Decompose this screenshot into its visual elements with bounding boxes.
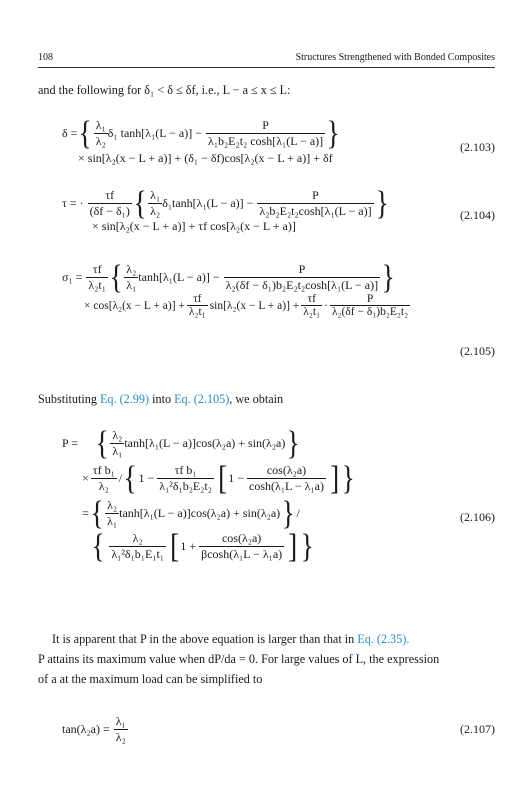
eq104-number: (2.104) — [460, 208, 495, 222]
eq106-term1: tanh[λ₁(L − a)]cos(λ₂a) + sin(λ₂a) — [124, 436, 286, 450]
left-brace: { — [133, 184, 147, 222]
eq107-number: (2.107) — [460, 722, 495, 736]
eq105-fraction: $\frac{\text{λ₂}}{\text{λ₁}}$ — [126, 262, 137, 292]
eq106-lhs: P = — [62, 436, 78, 450]
eq105-p-fraction: $\frac{P}{\text{λ₂(δf − δ₁)b₂E₂t₂cosh[λ₁(L − a)]}}$ — [225, 262, 379, 292]
eq107-fraction: $\frac{\text{λ₁}}{\text{λ₂}}$ — [115, 714, 126, 744]
left-brace: { — [109, 258, 123, 296]
left-brace: { — [95, 424, 109, 462]
equation-2-104 — [62, 184, 390, 234]
eq103-p-fraction: $\frac{P}{\text{λ₁b₂E₂t₂ cosh[λ₁(L − a)]}}$ — [208, 118, 324, 148]
equation-2-105 — [62, 258, 410, 318]
eq105-term: tanh[λ₁(L − a)] − — [138, 270, 220, 284]
eq103-lhs: δ = — [62, 126, 78, 140]
eq103-number: (2.103) — [460, 140, 495, 154]
eq107-lhs: tan(λ₂a) = — [62, 722, 110, 736]
conclusion-line2: P attains its maximum value when dP/da = 0. For large values of L, the expression — [38, 652, 440, 666]
conclusion-line1: It is apparent that P in the above equation is larger than that in Eq. (2.35). — [52, 632, 410, 646]
eq-2-35-link[interactable]: Eq. (2.35). — [357, 632, 410, 646]
eq104-fraction: $\frac{\text{λ₁}}{\text{λ₂}}$ — [150, 188, 161, 218]
eq106-number: (2.106) — [460, 510, 495, 524]
right-brace: } — [287, 424, 301, 462]
right-brace: } — [326, 114, 340, 152]
eq106-fraction: $\frac{\text{λ₂}}{\text{λ₁}}$ — [112, 428, 123, 458]
eq105-pre-fraction: $\frac{\tau f}{\text{λ₂t₁}}$ — [88, 262, 106, 292]
eq106-line2: × $\frac{\text{τf b₁}}{\text{λ₂}}$ / { 1 − $\frac{\text{τf b₁}}{\text{λ₁²δ₁b₂E₂t₂}}$ [ 1 − $\frac{\text{cos(λ₂a)}}{\text{cosh(λ₁L − λ₁a)}}$ ] } — [82, 459, 356, 497]
header-rule — [38, 67, 495, 68]
eq104-lhs: τ = · — [62, 196, 84, 210]
eq103-line2: × sin[λ₂(x − L + a)] + (δ₁ − δf)cos[λ₂(x − L + a)] + δf — [78, 151, 333, 165]
eq104-term: δ₁tanh[λ₁(L − a)] − — [162, 196, 254, 210]
right-brace: } — [381, 258, 395, 296]
eq-2-99-link[interactable]: Eq. (2.99) — [99, 392, 150, 406]
intro-text: and the following for δ₁ < δ ≤ δf, i.e., L − a ≤ x ≤ L: — [38, 83, 291, 97]
right-brace: } — [375, 184, 389, 222]
equation-2-106 — [62, 424, 357, 565]
eq104-p-fraction: $\frac{P}{\text{λ₂b₂E₂t₂cosh[λ₁(L − a)]}}$ — [259, 188, 372, 218]
page-number: 108 — [38, 52, 53, 63]
substitution-text: Substituting Eq. (2.99) into Eq. (2.105), we obtain — [38, 392, 284, 406]
equation-2-103 — [62, 114, 342, 166]
eq103-term: δ₁ tanh[λ₁(L − a)] − — [107, 126, 202, 140]
eq103-fraction: $\frac{\text{λ₁}}{\text{λ₂}}$ — [95, 118, 106, 148]
eq105-number: (2.105) — [460, 344, 495, 358]
eq104-pre-fraction: $\frac{\tau f}{\text{(δf − δ₁)}}$ — [89, 188, 130, 218]
left-brace: { — [79, 114, 93, 152]
eq106-line3: = { $\frac{\text{λ₂}}{\text{λ₁}}$ tanh[λ₁(L − a)]cos(λ₂a) + sin(λ₂a) } / — [82, 494, 300, 532]
eq105-lhs: σ₁ = — [62, 270, 83, 284]
conclusion-line3: of a at the maximum load can be simplified to — [38, 672, 263, 686]
eq-2-105-link[interactable]: Eq. (2.105) — [174, 392, 230, 406]
equation-2-107 — [62, 714, 128, 745]
running-title: Structures Strengthened with Bonded Composites — [295, 52, 495, 63]
eq106-line4: { $\frac{\text{λ₂}}{\text{λ₁²δ₁b₁E₁t₁}}$ [ 1 + $\frac{\text{cos(λ₂a)}}{\text{βcosh(λ₁L − λ₁a)}}$ ] } — [91, 527, 314, 565]
eq105-line2: × cos[λ₂(x − L + a)] + $\frac{\tau f}{\text{λ₂t₁}}$ sin[λ₂(x − L + a)] + $\frac{\tau f}{\text{λ₂t₁}}$ · $\frac{P}{\text{λ₂(δf − δ₁)b₂E₂t₂}}$ — [84, 293, 409, 318]
eq104-line2: × sin[λ₂(x − L + a)] + τf cos[λ₂(x − L + a)] — [92, 219, 296, 233]
